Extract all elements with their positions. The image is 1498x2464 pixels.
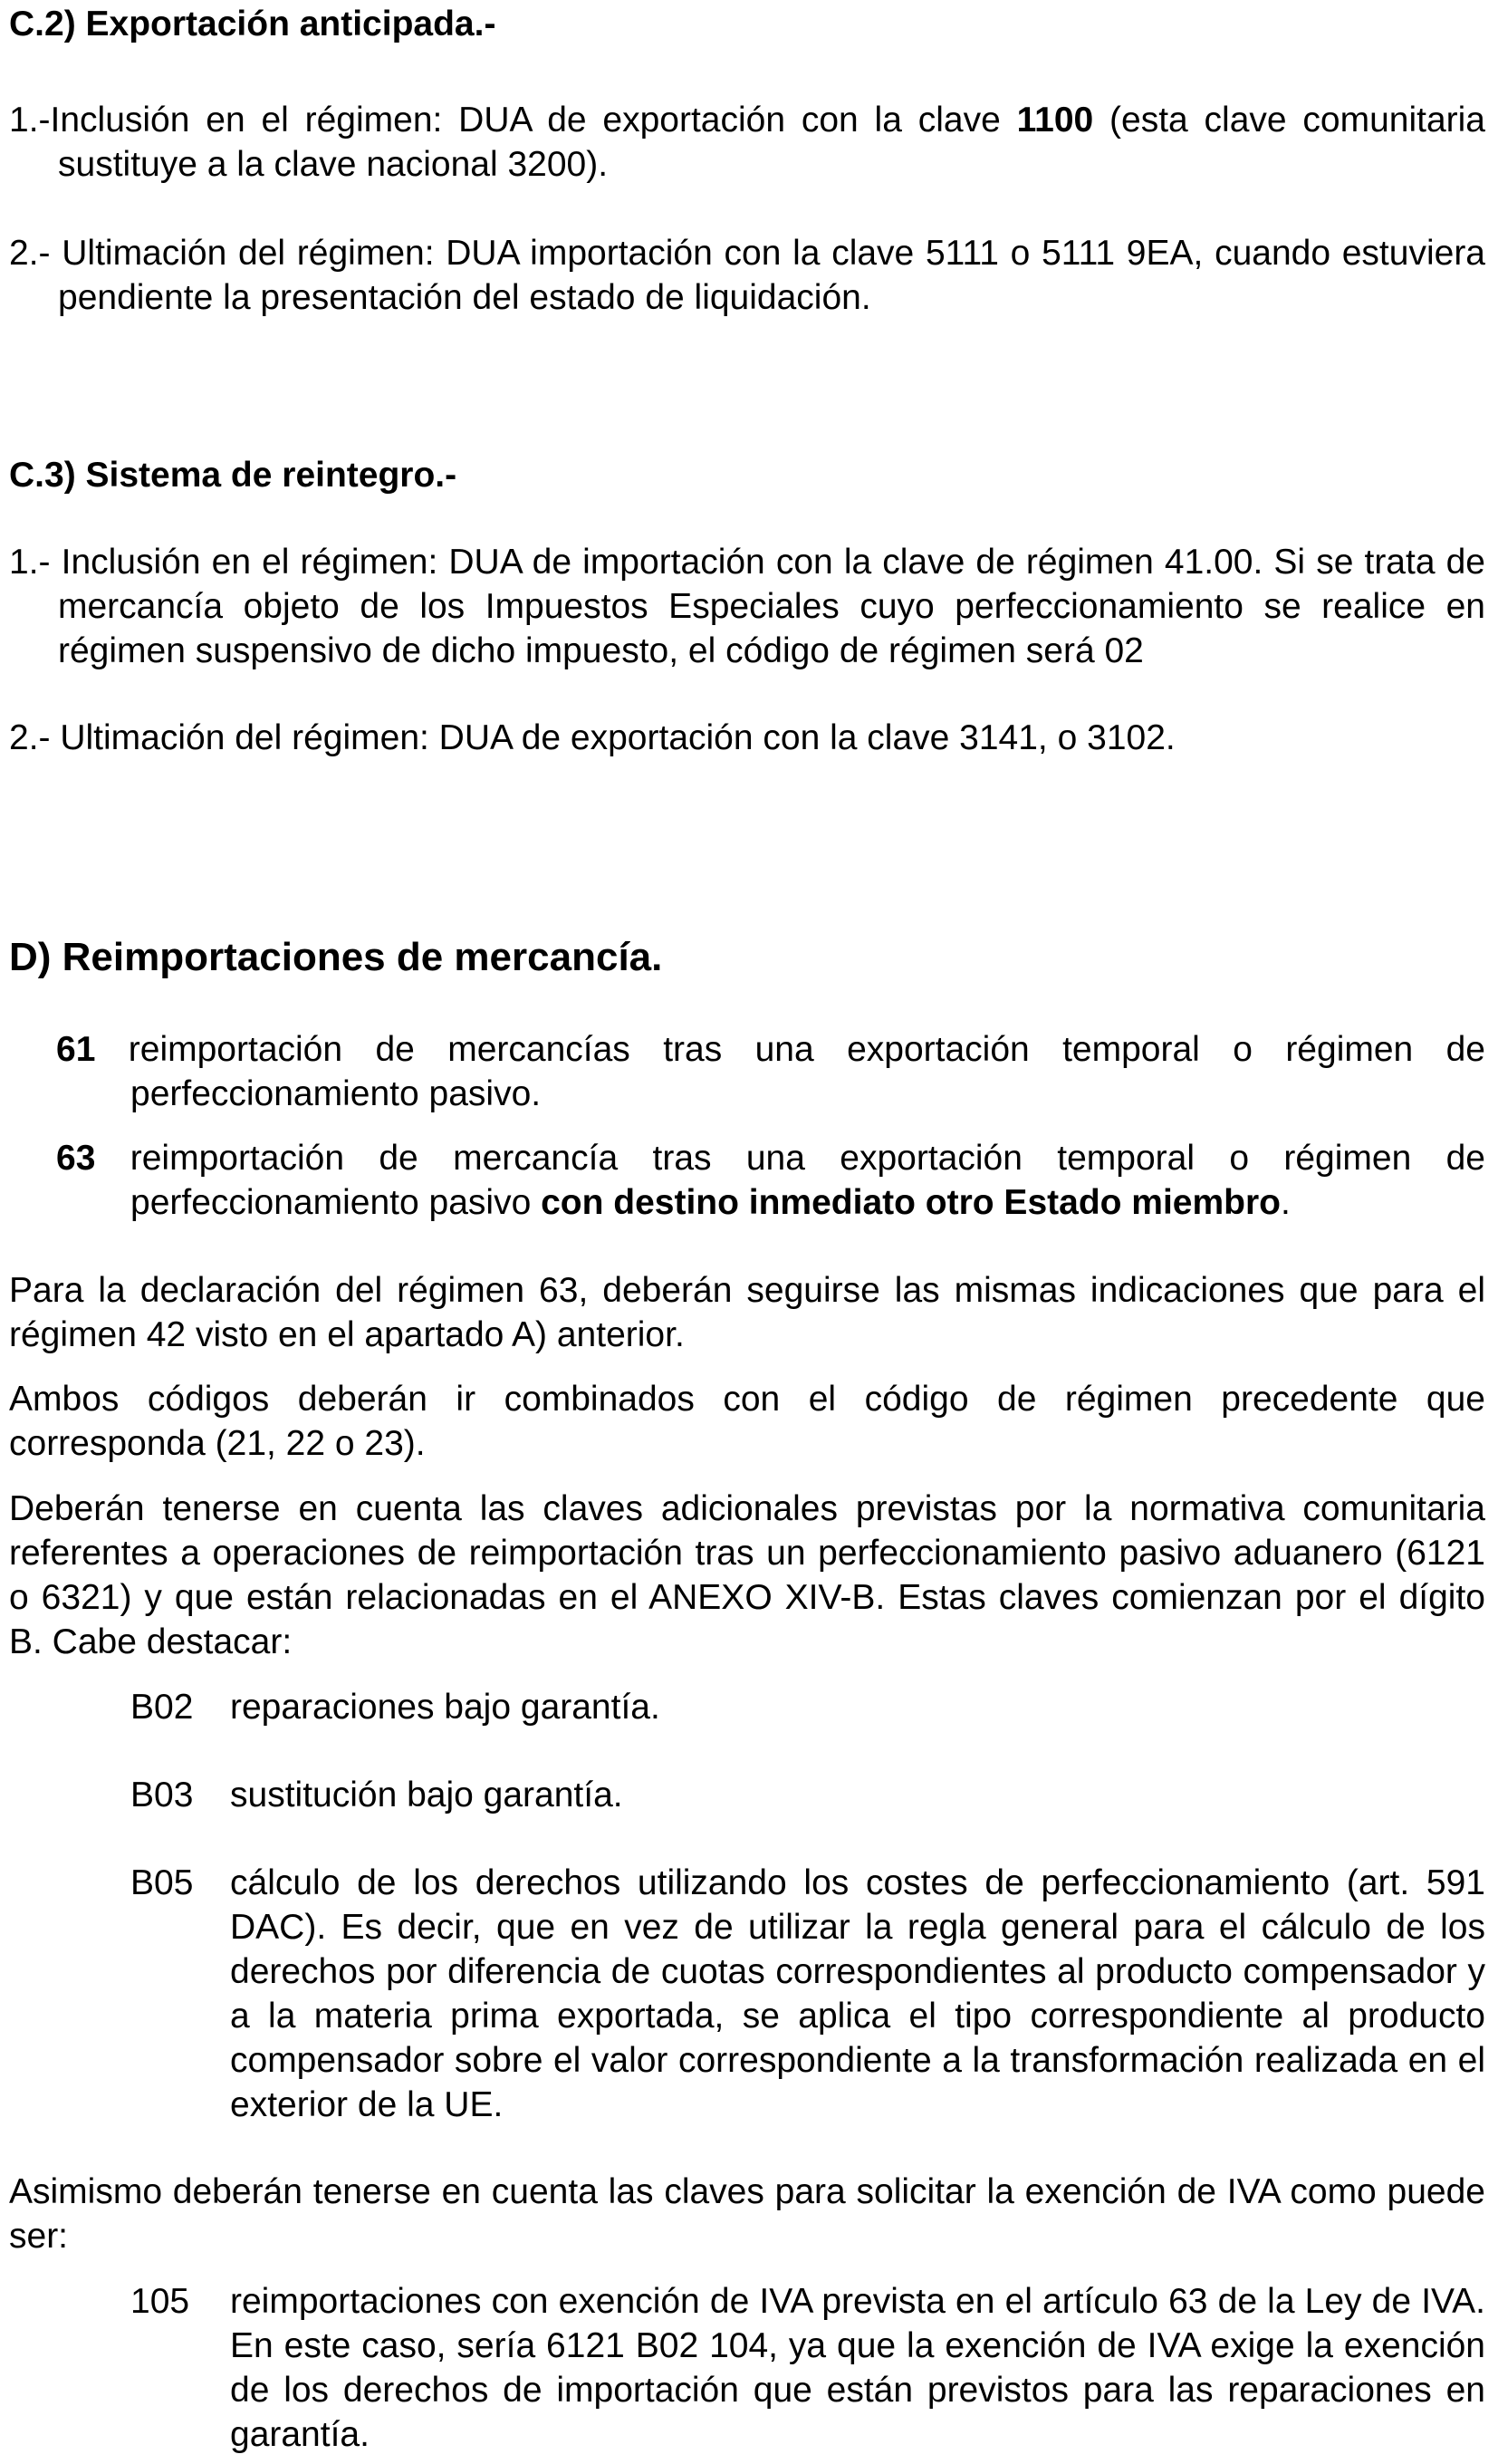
code-label: B05 xyxy=(130,1863,194,1902)
code-label: B02 xyxy=(130,1688,194,1727)
section-c3-title: C.3) Sistema de reintegro.- xyxy=(9,456,457,495)
section-c2-item-1 xyxy=(9,98,1485,187)
regime-code: 61 xyxy=(56,1030,96,1069)
code-row-b05: B05 cálculo de los derechos utilizando los costes de perfeccionamiento (art. 591 DAC). Es decir, que en vez de utilizar la regla general para el cálculo de los derechos por diferencia de cuotas correspondientes al producto compensador y a la materia prima exportada, se aplica el tipo correspondiente al producto compensador sobre el valor correspondiente a la transformación realizada en el exterior de la UE. xyxy=(130,1861,1485,2127)
section-c2-title: C.2) Exportación anticipada.- xyxy=(9,5,496,43)
section-c3-item-1: 1.- Inclusión en el régimen: DUA de importación con la clave de régimen 41.00. Si se trata de mercancía objeto de los Impuestos Especiales cuyo perfeccionamiento se realice en régimen suspensivo de dicho impuesto, el código de régimen será 02 xyxy=(9,543,1485,670)
item-text: (esta clave comunitaria sustituye a la clave nacional 3200). xyxy=(58,101,1485,184)
paragraph-1: Para la declaración del régimen 63, deberán seguirse las mismas indicaciones que para el régimen 42 visto en el apartado A) anterior. xyxy=(9,1271,1485,1354)
section-c3-item-2: 2.- Ultimación del régimen: DUA de exportación con la clave 3141, o 3102. xyxy=(9,718,1176,757)
regime-61: 61 reimportación de mercancías tras una exportación temporal o régimen de perfeccionamiento pasivo. xyxy=(56,1030,1485,1113)
regime-63: 63 reimportación de mercancía tras una exportación temporal o régimen de perfeccionamiento pasivo con destino inmediato otro Estado miembro. xyxy=(56,1139,1485,1222)
paragraph-3: Deberán tenerse en cuenta las claves adicionales previstas por la normativa comunitaria referentes a operaciones de reimportación tras un perfeccionamiento pasivo aduanero (6121 o 6321) y que están relacionadas en el ANEXO XIV-B. Estas claves comienzan por el dígito B. Cabe destacar: xyxy=(9,1489,1485,1661)
section-d-title: D) Reimportaciones de mercancía. xyxy=(9,935,663,979)
code-row-b02: B02 reparaciones bajo garantía. xyxy=(130,1685,1485,1729)
code-label: B03 xyxy=(130,1776,194,1814)
item-text: 1.-Inclusión en el régimen: DUA de exportación con la clave xyxy=(9,101,1017,140)
regime-code: 63 xyxy=(56,1139,96,1178)
code-row-b03: B03 sustitución bajo garantía. xyxy=(130,1773,1485,1817)
code-row-105: 105 reimportaciones con exención de IVA prevista en el artículo 63 de la Ley de IVA. En este caso, sería 6121 B02 104, ya que la exención de IVA exige la exención de los derechos de importación que están previstos para las reparaciones en garantía. xyxy=(130,2279,1485,2457)
code-label: 105 xyxy=(130,2282,190,2321)
paragraph-2: Ambos códigos deberán ir combinados con el código de régimen precedente que corresponda (21, 22 o 23). xyxy=(9,1380,1485,1463)
section-c2-item-2: 2.- Ultimación del régimen: DUA importación con la clave 5111 o 5111 9EA, cuando estuviera pendiente la presentación del estado de liquidación. xyxy=(9,234,1485,317)
paragraph-4: Asimismo deberán tenerse en cuenta las claves para solicitar la exención de IVA como puede ser: xyxy=(9,2172,1485,2256)
regime-code: 1100 xyxy=(1016,101,1094,140)
